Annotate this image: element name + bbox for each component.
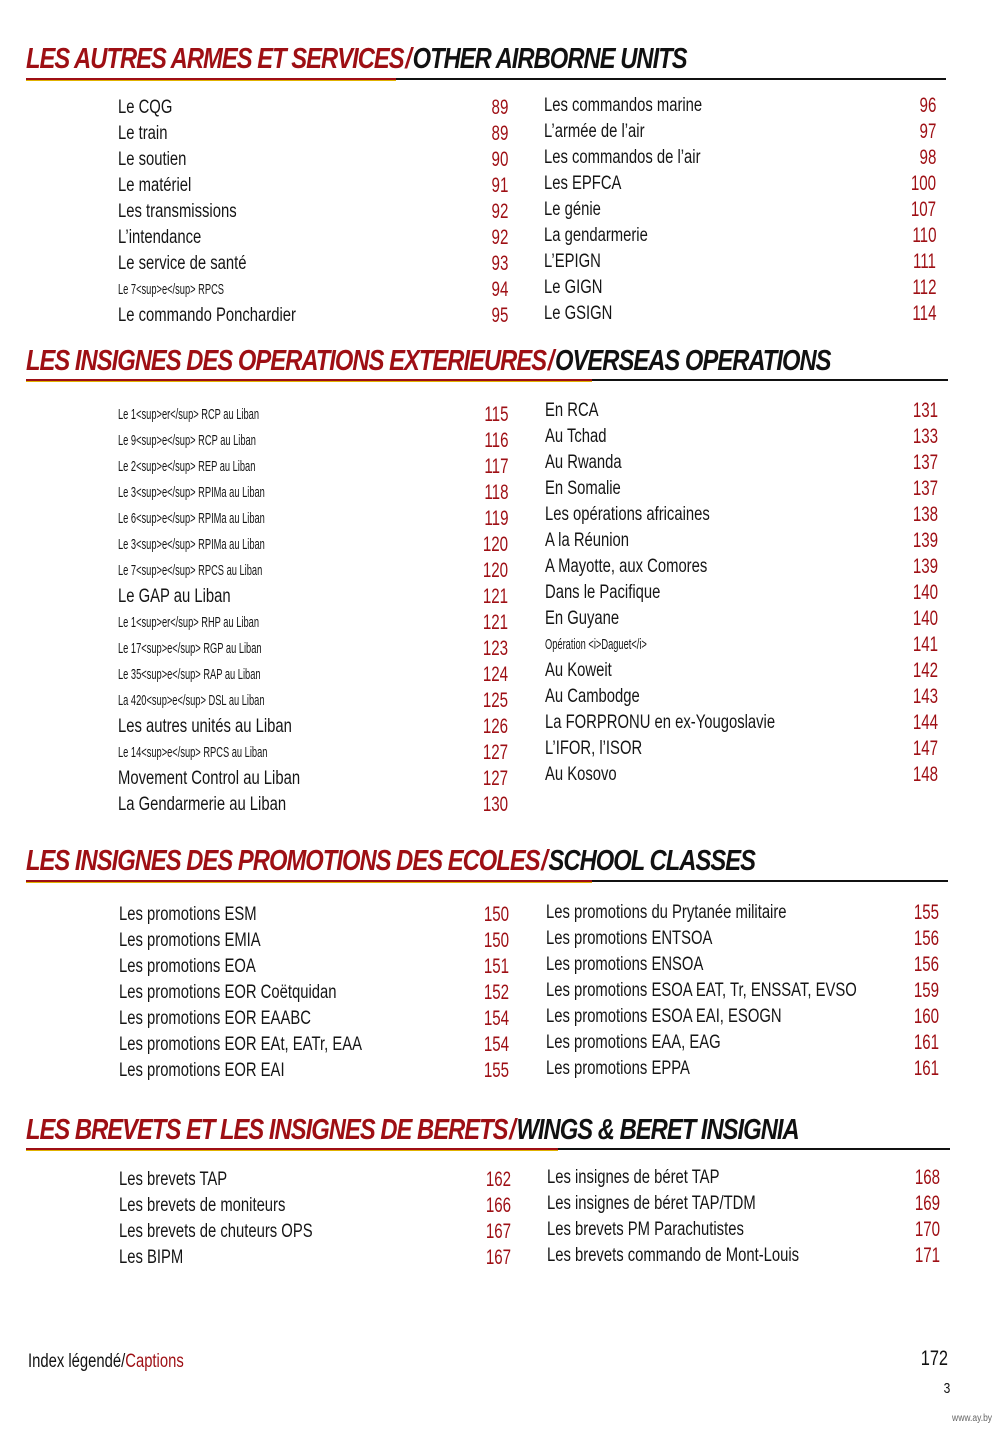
toc-entry-page: 126 xyxy=(482,715,508,738)
toc-entry-label: Les promotions EOA xyxy=(119,956,256,977)
toc-entry-page: 155 xyxy=(913,901,939,924)
toc-entry-label: L’armée de l’air xyxy=(544,121,645,142)
toc-entry-page: 90 xyxy=(491,148,508,171)
toc-entry[interactable] xyxy=(545,606,938,632)
toc-entry-label: Les promotions EOR Coëtquidan xyxy=(119,982,337,1003)
toc-entry-label: La 420<sup>e</sup> DSL au Liban xyxy=(118,692,265,709)
toc-entry-label: Le génie xyxy=(544,199,601,220)
toc-entry-label: Au Rwanda xyxy=(545,452,622,473)
section-title-en: OVERSEAS OPERATIONS xyxy=(555,345,831,377)
toc-entry-page: 120 xyxy=(482,559,508,582)
toc-entry-label: Les brevets TAP xyxy=(119,1169,228,1190)
toc-entry-label: Les transmissions xyxy=(118,201,237,222)
toc-entry[interactable] xyxy=(119,1006,509,1032)
toc-entry-label: Les promotions ENTSOA xyxy=(546,928,713,949)
toc-entry-page: 144 xyxy=(912,711,938,734)
toc-entry-page: 91 xyxy=(491,174,508,197)
toc-entry[interactable] xyxy=(544,301,936,327)
toc-entry[interactable] xyxy=(119,1219,511,1245)
toc-entry-label: Le service de santé xyxy=(118,253,247,274)
toc-entry-label: A la Réunion xyxy=(545,530,630,551)
toc-entry-label: Le CQG xyxy=(118,97,173,118)
toc-entry-label: Les autres unités au Liban xyxy=(118,716,292,737)
toc-entry[interactable] xyxy=(545,580,938,606)
toc-entry-page: 171 xyxy=(914,1244,940,1267)
toc-entry-label: Le 7<sup>e</sup> RPCS xyxy=(118,281,225,298)
toc-entry-page: 107 xyxy=(910,198,936,221)
toc-entry-label: Le 1<sup>er</sup> RHP au Liban xyxy=(118,614,259,631)
toc-entry-page: 167 xyxy=(485,1220,511,1243)
footer-label-en: Captions xyxy=(125,1351,184,1372)
toc-entry-label: Le train xyxy=(118,123,168,144)
toc-entry-page: 110 xyxy=(911,224,936,247)
section-title-en: WINGS & BERET INSIGNIA xyxy=(516,1114,799,1146)
toc-entry-label: La FORPRONU en ex-Yougoslavie xyxy=(545,712,776,733)
toc-entry[interactable] xyxy=(545,450,938,476)
toc-column-left xyxy=(118,402,508,818)
toc-entry-page: 130 xyxy=(482,793,508,816)
toc-entry-label: Les insignes de béret TAP xyxy=(547,1167,720,1188)
toc-entry-page: 152 xyxy=(483,981,509,1004)
toc-entry[interactable] xyxy=(547,1165,940,1191)
toc-entry[interactable] xyxy=(118,688,508,714)
toc-entry-label: Au Kosovo xyxy=(545,764,617,785)
toc-entry[interactable] xyxy=(544,249,936,275)
toc-entry[interactable] xyxy=(545,736,938,762)
toc-entry[interactable] xyxy=(118,714,508,740)
toc-entry-page: 150 xyxy=(483,929,509,952)
toc-column-right xyxy=(546,900,939,1082)
toc-entry[interactable] xyxy=(545,632,938,658)
toc-entry[interactable] xyxy=(118,766,508,792)
toc-entry-page: 96 xyxy=(919,94,936,117)
footer-page-number: 172 xyxy=(920,1347,948,1370)
toc-entry[interactable] xyxy=(118,277,508,303)
toc-entry[interactable] xyxy=(118,610,508,636)
toc-entry-label: A Mayotte, aux Comores xyxy=(545,556,708,577)
toc-entry-label: Les brevets PM Parachutistes xyxy=(547,1219,744,1240)
toc-entry[interactable] xyxy=(118,95,508,121)
section-heading xyxy=(26,844,782,878)
toc-entry-label: Dans le Pacifique xyxy=(545,582,661,603)
toc-entry-page: 95 xyxy=(491,304,508,327)
toc-entry-page: 148 xyxy=(912,763,938,786)
toc-entry-page: 114 xyxy=(911,302,936,325)
toc-entry[interactable] xyxy=(118,480,508,506)
toc-entry[interactable] xyxy=(119,980,509,1006)
toc-entry-page: 161 xyxy=(913,1031,939,1054)
toc-entry[interactable] xyxy=(545,658,938,684)
toc-entry-page: 162 xyxy=(485,1168,511,1191)
toc-column-left xyxy=(119,1167,511,1271)
toc-entry[interactable] xyxy=(118,251,508,277)
toc-entry[interactable] xyxy=(546,1030,939,1056)
toc-entry[interactable] xyxy=(546,952,939,978)
toc-entry-page: 94 xyxy=(491,278,508,301)
footer-separator: / xyxy=(121,1351,126,1372)
toc-entry[interactable] xyxy=(545,554,938,580)
toc-entry-page: 168 xyxy=(914,1166,940,1189)
section-title-en: SCHOOL CLASSES xyxy=(548,845,755,877)
toc-entry[interactable] xyxy=(547,1217,940,1243)
toc-column-right xyxy=(544,93,936,327)
toc-entry-page: 167 xyxy=(485,1246,511,1269)
toc-entry-label: Le 9<sup>e</sup> RCP au Liban xyxy=(118,432,256,449)
toc-entry-label: Le commando Ponchardier xyxy=(118,305,296,326)
toc-entry-label: Au Cambodge xyxy=(545,686,640,707)
section-heading xyxy=(26,344,831,378)
toc-entry-label: Les brevets de chuteurs OPS xyxy=(119,1221,313,1242)
toc-entry-label: Les opérations africaines xyxy=(545,504,710,525)
toc-entry[interactable] xyxy=(118,532,508,558)
toc-entry-label: Les insignes de béret TAP/TDM xyxy=(547,1193,756,1214)
toc-entry[interactable] xyxy=(544,223,936,249)
toc-entry-label: Le 3<sup>e</sup> RPIMa au Liban xyxy=(118,536,265,553)
toc-entry-page: 154 xyxy=(483,1007,509,1030)
title-separator: / xyxy=(509,1114,515,1146)
toc-entry[interactable] xyxy=(546,1056,939,1082)
toc-entry-label: Les promotions EAA, EAG xyxy=(546,1032,721,1053)
toc-entry-label: Le soutien xyxy=(118,149,187,170)
toc-entry-page: 116 xyxy=(483,429,508,452)
toc-entry-label: Le GSIGN xyxy=(544,303,613,324)
toc-entry-label: Le 2<sup>e</sup> REP au Liban xyxy=(118,458,256,475)
toc-entry[interactable] xyxy=(545,476,938,502)
toc-entry[interactable] xyxy=(546,978,939,1004)
toc-entry[interactable] xyxy=(544,145,936,171)
toc-entry-page: 147 xyxy=(912,737,938,760)
toc-entry-label: Les commandos marine xyxy=(544,95,703,116)
toc-entry-page: 93 xyxy=(491,252,508,275)
toc-entry-label: En RCA xyxy=(545,400,599,421)
toc-column-right xyxy=(545,398,938,788)
title-separator: / xyxy=(541,845,547,877)
toc-entry-page: 124 xyxy=(482,663,508,686)
toc-entry-captions[interactable] xyxy=(28,1351,184,1373)
toc-entry[interactable] xyxy=(118,506,508,532)
toc-entry-page: 169 xyxy=(914,1192,940,1215)
toc-entry[interactable] xyxy=(119,928,509,954)
toc-entry-label: En Guyane xyxy=(545,608,620,629)
toc-entry[interactable] xyxy=(119,1058,509,1084)
toc-entry-page: 151 xyxy=(483,955,509,978)
toc-entry-page: 141 xyxy=(912,633,938,656)
toc-entry-page: 127 xyxy=(482,767,508,790)
toc-entry[interactable] xyxy=(118,303,508,329)
toc-entry-label: Le 1<sup>er</sup> RCP au Liban xyxy=(118,406,259,423)
toc-entry-page: 140 xyxy=(912,607,938,630)
toc-entry[interactable] xyxy=(546,926,939,952)
toc-entry[interactable] xyxy=(546,1004,939,1030)
toc-entry[interactable] xyxy=(118,584,508,610)
toc-entry-label: Le 3<sup>e</sup> RPIMa au Liban xyxy=(118,484,265,501)
heading-underline-red xyxy=(26,379,592,382)
toc-entry[interactable] xyxy=(118,199,508,225)
toc-entry-label: Les promotions ENSOA xyxy=(546,954,704,975)
toc-entry[interactable] xyxy=(119,1167,511,1193)
toc-entry-label: Les commandos de l’air xyxy=(544,147,701,168)
toc-entry-label: Le GAP au Liban xyxy=(118,586,231,607)
section-heading xyxy=(26,1113,799,1147)
toc-entry-label: Les BIPM xyxy=(119,1247,184,1268)
toc-entry-label: Les promotions du Prytanée militaire xyxy=(546,902,787,923)
toc-entry[interactable] xyxy=(544,275,936,301)
heading-underline-black xyxy=(592,379,948,381)
toc-entry-label: Le 35<sup>e</sup> RAP au Liban xyxy=(118,666,261,683)
toc-entry-label: Les promotions EOR EAI xyxy=(119,1060,285,1081)
toc-entry-page: 123 xyxy=(482,637,508,660)
toc-entry-page: 97 xyxy=(919,120,936,143)
toc-entry-page: 92 xyxy=(491,226,508,249)
toc-entry[interactable] xyxy=(544,119,936,145)
title-separator: / xyxy=(405,43,411,75)
watermark: www.ay.by xyxy=(951,1413,992,1424)
toc-entry-page: 92 xyxy=(491,200,508,223)
toc-entry-label: L’IFOR, l’ISOR xyxy=(545,738,643,759)
toc-entry-page: 154 xyxy=(483,1033,509,1056)
toc-entry-page: 98 xyxy=(919,146,936,169)
toc-entry[interactable] xyxy=(545,684,938,710)
toc-entry[interactable] xyxy=(118,225,508,251)
section-title-fr: LES AUTRES ARMES ET SERVICES xyxy=(26,43,404,75)
toc-entry[interactable] xyxy=(545,762,938,788)
toc-entry-label: Les brevets commando de Mont-Louis xyxy=(547,1245,800,1266)
heading-underline-red xyxy=(26,78,396,81)
toc-entry-page: 89 xyxy=(491,122,508,145)
toc-entry-page: 125 xyxy=(482,689,508,712)
toc-entry-page: 166 xyxy=(485,1194,511,1217)
footer-label-fr: Index légendé xyxy=(28,1351,122,1372)
toc-entry-page: 138 xyxy=(912,503,938,526)
toc-entry[interactable] xyxy=(118,740,508,766)
toc-entry-page: 127 xyxy=(482,741,508,764)
toc-entry-page: 131 xyxy=(912,399,938,422)
toc-entry-page: 117 xyxy=(483,455,508,478)
toc-entry[interactable] xyxy=(118,454,508,480)
toc-entry-page: 159 xyxy=(913,979,939,1002)
toc-column-left xyxy=(118,95,508,329)
toc-entry-label: Opération <i>Daguet</i> xyxy=(545,636,647,653)
toc-column-right xyxy=(547,1165,940,1269)
toc-entry[interactable] xyxy=(119,1193,511,1219)
toc-entry[interactable] xyxy=(544,171,936,197)
toc-entry[interactable] xyxy=(546,900,939,926)
toc-entry-page: 160 xyxy=(913,1005,939,1028)
heading-underline-red xyxy=(26,880,592,883)
toc-entry-label: Les promotions EMIA xyxy=(119,930,261,951)
toc-entry-page: 155 xyxy=(483,1059,509,1082)
toc-entry-label: Le 17<sup>e</sup> RGP au Liban xyxy=(118,640,262,657)
title-separator: / xyxy=(547,345,554,377)
toc-entry-label: Les promotions EOR EAABC xyxy=(119,1008,311,1029)
toc-entry[interactable] xyxy=(119,1032,509,1058)
toc-entry-page: 133 xyxy=(912,425,938,448)
toc-entry-label: Les promotions EPPA xyxy=(546,1058,690,1079)
section-title-fr: LES INSIGNES DES PROMOTIONS DES ECOLES xyxy=(26,845,540,877)
toc-entry[interactable] xyxy=(118,121,508,147)
toc-entry[interactable] xyxy=(547,1191,940,1217)
toc-entry-label: Au Tchad xyxy=(545,426,607,447)
toc-entry-page: 120 xyxy=(482,533,508,556)
toc-entry-label: La Gendarmerie au Liban xyxy=(118,794,287,815)
toc-entry-label: Les promotions ESM xyxy=(119,904,257,925)
toc-entry-label: Les EPFCA xyxy=(544,173,622,194)
toc-entry-page: 111 xyxy=(913,250,936,273)
toc-entry-label: L’EPIGN xyxy=(544,251,601,272)
toc-entry[interactable] xyxy=(118,636,508,662)
heading-underline-black xyxy=(396,78,946,80)
toc-entry[interactable] xyxy=(545,502,938,528)
toc-entry-label: Les brevets de moniteurs xyxy=(119,1195,286,1216)
heading-underline-black xyxy=(592,880,948,882)
toc-entry[interactable] xyxy=(545,398,938,424)
toc-entry[interactable] xyxy=(118,792,508,818)
toc-entry-label: Le 7<sup>e</sup> RPCS au Liban xyxy=(118,562,263,579)
toc-entry[interactable] xyxy=(545,710,938,736)
toc-entry[interactable] xyxy=(547,1243,940,1269)
heading-underline-red xyxy=(26,1148,558,1151)
toc-entry-page: 156 xyxy=(913,953,939,976)
toc-entry-page: 119 xyxy=(483,507,508,530)
toc-entry[interactable] xyxy=(118,662,508,688)
toc-entry-label: Movement Control au Liban xyxy=(118,768,301,789)
toc-entry[interactable] xyxy=(545,528,938,554)
toc-entry-label: Les promotions EOR EAt, EATr, EAA xyxy=(119,1034,362,1055)
toc-entry-page: 100 xyxy=(910,172,936,195)
toc-entry-label: La gendarmerie xyxy=(544,225,648,246)
toc-entry[interactable] xyxy=(119,1245,511,1271)
toc-entry[interactable] xyxy=(119,902,509,928)
toc-entry-page: 150 xyxy=(483,903,509,926)
section-title-en: OTHER AIRBORNE UNITS xyxy=(412,43,687,75)
toc-entry-label: L’intendance xyxy=(118,227,202,248)
toc-entry-label: En Somalie xyxy=(545,478,621,499)
toc-entry-page: 140 xyxy=(912,581,938,604)
toc-entry-page: 170 xyxy=(914,1218,940,1241)
toc-entry-page: 118 xyxy=(483,481,508,504)
toc-entry-page: 112 xyxy=(911,276,936,299)
toc-entry-page: 142 xyxy=(912,659,938,682)
toc-entry-label: Le GIGN xyxy=(544,277,603,298)
section-title-fr: LES INSIGNES DES OPERATIONS EXTERIEURES xyxy=(26,345,547,377)
toc-entry-page: 89 xyxy=(491,96,508,119)
toc-entry-page: 156 xyxy=(913,927,939,950)
toc-entry-page: 143 xyxy=(912,685,938,708)
folio-page-number: 3 xyxy=(943,1380,950,1397)
toc-column-left xyxy=(119,902,509,1084)
toc-entry[interactable] xyxy=(544,197,936,223)
section-title-fr: LES BREVETS ET LES INSIGNES DE BERETS xyxy=(26,1114,508,1146)
toc-entry-label: Le matériel xyxy=(118,175,192,196)
toc-entry-label: Les promotions ESOA EAI, ESOGN xyxy=(546,1006,782,1027)
toc-entry[interactable] xyxy=(118,402,508,428)
toc-entry-page: 161 xyxy=(913,1057,939,1080)
section-heading xyxy=(26,42,782,76)
toc-entry-page: 121 xyxy=(482,611,508,634)
toc-entry-page: 139 xyxy=(912,529,938,552)
toc-entry[interactable] xyxy=(118,558,508,584)
toc-entry-label: Le 14<sup>e</sup> RPCS au Liban xyxy=(118,744,268,761)
toc-entry-page: 139 xyxy=(912,555,938,578)
toc-entry[interactable] xyxy=(119,954,509,980)
toc-entry[interactable] xyxy=(545,424,938,450)
toc-entry-label: Au Koweit xyxy=(545,660,612,681)
toc-entry[interactable] xyxy=(118,147,508,173)
toc-entry-page: 115 xyxy=(483,403,508,426)
heading-underline-black xyxy=(558,1148,950,1150)
toc-entry-page: 137 xyxy=(912,451,938,474)
toc-entry[interactable] xyxy=(118,428,508,454)
toc-entry-page: 121 xyxy=(482,585,508,608)
toc-entry-label: Les promotions ESOA EAT, Tr, ENSSAT, EVSO xyxy=(546,980,857,1001)
toc-entry[interactable] xyxy=(544,93,936,119)
toc-entry-label: Le 6<sup>e</sup> RPIMa au Liban xyxy=(118,510,265,527)
toc-entry-page: 137 xyxy=(912,477,938,500)
toc-entry[interactable] xyxy=(118,173,508,199)
